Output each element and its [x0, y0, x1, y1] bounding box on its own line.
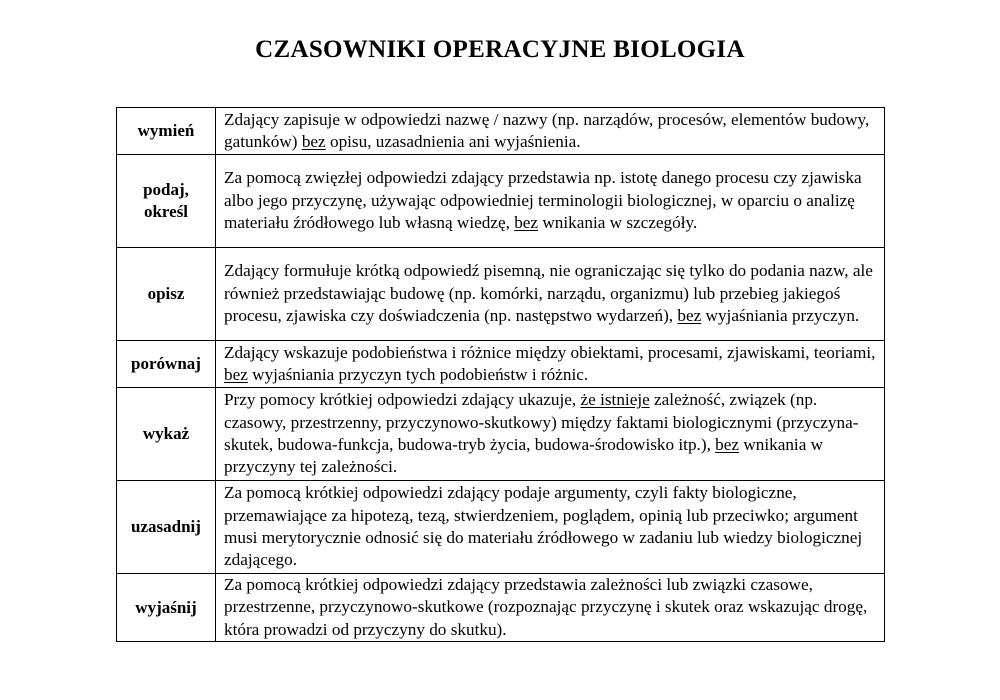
verb-description [216, 248, 885, 341]
emphasis-underlined: bez [514, 213, 539, 233]
description-text: wnikania w przyczyny tej zależności. [224, 435, 824, 477]
emphasis-underlined: że istnieje [580, 390, 650, 410]
operational-verbs-table [116, 107, 885, 642]
verb-term: uzasadnij [117, 481, 216, 574]
description-text: wyjaśniania przyczyn. [701, 306, 860, 326]
description-text: Za pomocą krótkiej odpowiedzi zdający przedstawia zależności lub związki czasowe, przestrzenne, przyczynowo-skutkowe (rozpoznając przyczynę i skutek oraz wskazując drogę, która prowadzi od przyczyny do skutku). [224, 575, 868, 639]
table-row [117, 481, 885, 574]
table-row [117, 574, 885, 642]
table-row [117, 341, 885, 388]
verb-term: wyjaśnij [117, 574, 216, 642]
description-text: Przy pomocy krótkiej odpowiedzi zdający ukazuje, [224, 390, 581, 410]
table-row [117, 388, 885, 481]
verb-description [216, 481, 885, 574]
description-text: zależność, związek (np. czasowy, przestrzenny, przyczynowo-skutkowy) między faktami biologicznymi (przyczyna-skutek, budowa-funkcja, budowa-tryb życia, budowa-środowisko itp.), [224, 390, 859, 454]
description-text: Za pomocą krótkiej odpowiedzi zdający podaje argumenty, czyli fakty biologiczne, przemawiające za hipotezą, tezą, stwierdzeniem, poglądem, opinią lub przeciwko; argument musi merytorycznie odnosić się do materiału źródłowego w zadaniu lub wiedzy biologicznej zdającego. [224, 483, 863, 570]
verb-description [216, 574, 885, 642]
verb-term: wymień [117, 108, 216, 155]
verb-term: opisz [117, 248, 216, 341]
table-row [117, 248, 885, 341]
description-text: Zdający wskazuje podobieństwa i różnice między obiektami, procesami, zjawiskami, teoriami, [224, 342, 876, 362]
verb-term: podaj, określ [117, 155, 216, 248]
description-text: Zdający formułuje krótką odpowiedź pisemną, nie ograniczając się tylko do podania nazw, ale również przedstawiając budowę (np. komórki, narządu, organizmu) lub przebieg jakiegoś procesu, zjawiska czy doświadczenia (np. następstwo wydarzeń), [224, 261, 873, 326]
table-row [117, 155, 885, 248]
page-title: CZASOWNIKI OPERACYJNE BIOLOGIA [255, 36, 745, 63]
emphasis-underlined: bez [677, 306, 702, 326]
verb-description [216, 108, 885, 155]
description-text: wnikania w szczegóły. [538, 213, 698, 233]
description-text: Zdający zapisuje w odpowiedzi nazwę / nazwy (np. narządów, procesów, elementów budowy, gatunków) [224, 109, 870, 151]
description-text: wyjaśniania przyczyn tych podobieństw i różnic. [247, 365, 589, 384]
emphasis-underlined: bez [301, 132, 326, 151]
description-text: opisu, uzasadnienia ani wyjaśnienia. [325, 132, 581, 151]
verb-term: wykaż [117, 388, 216, 481]
emphasis-underlined: bez [224, 365, 248, 384]
table-body [117, 108, 885, 642]
table-row [117, 108, 885, 155]
description-text: Za pomocą zwięzłej odpowiedzi zdający przedstawia np. istotę danego procesu czy zjawiska albo jego przyczynę, używając odpowiedniej terminologii biologicznej, w oparciu o analizę materiału źródłowego lub własną wiedzę, [224, 168, 862, 233]
verb-description [216, 341, 885, 388]
verb-description [216, 155, 885, 248]
emphasis-underlined: bez [715, 435, 740, 454]
verb-term: porównaj [117, 341, 216, 388]
verb-description [216, 388, 885, 481]
